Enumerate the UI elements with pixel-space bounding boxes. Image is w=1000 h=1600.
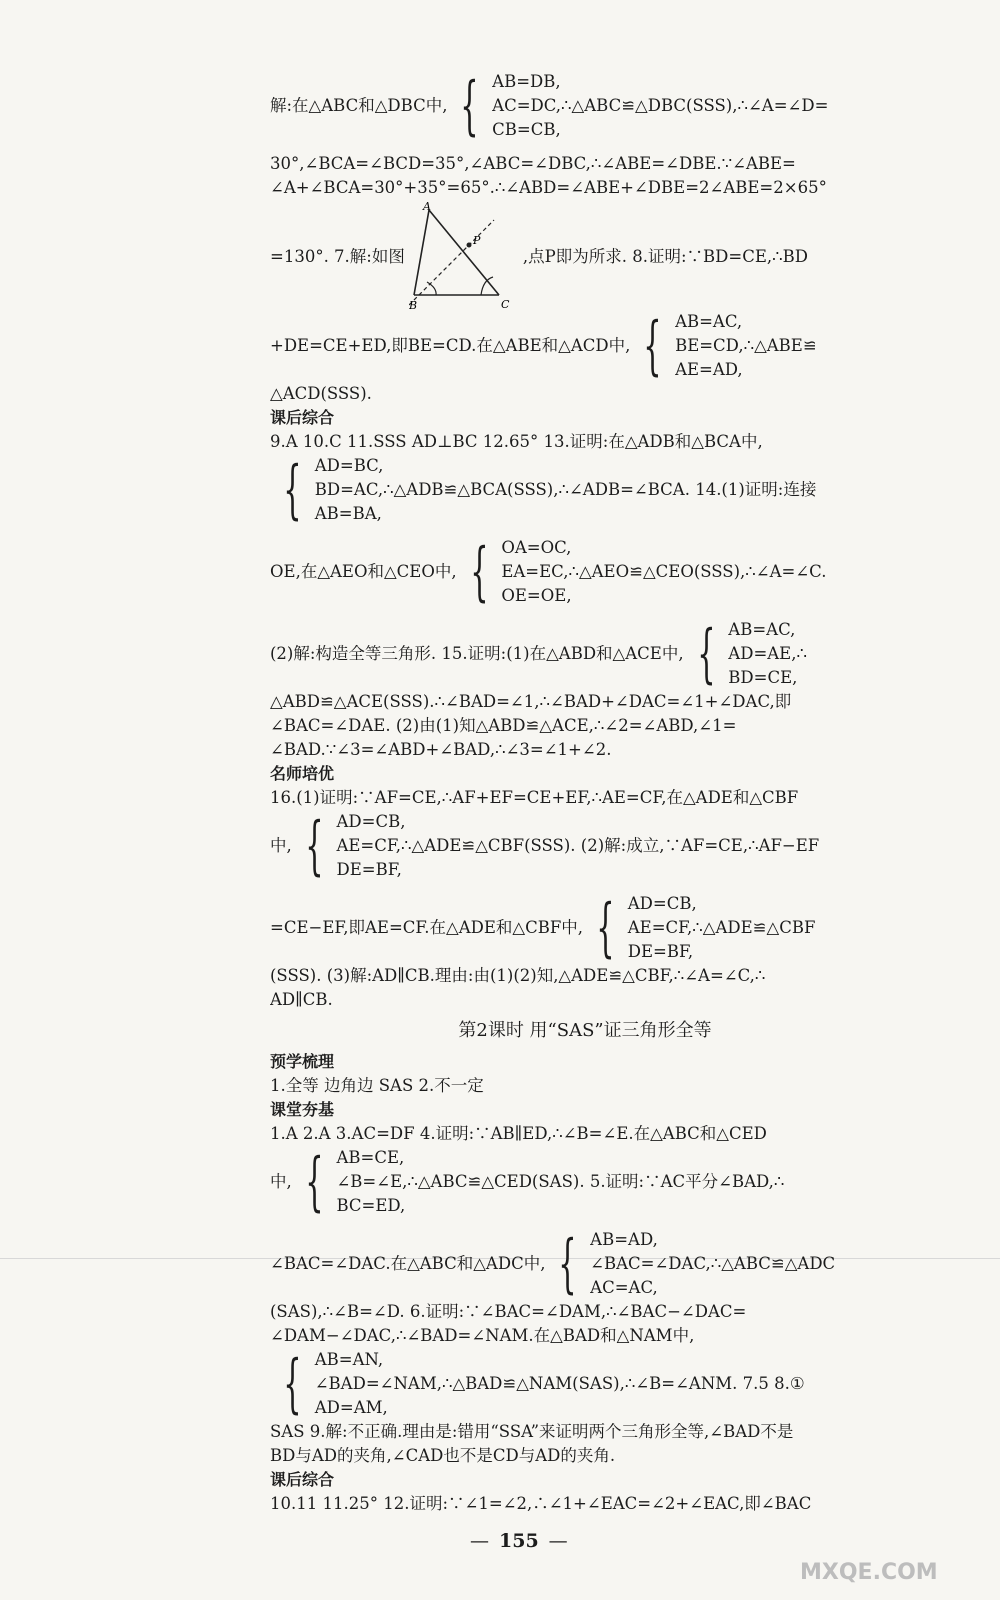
equation-row: AE=AD, (675, 360, 743, 379)
text-line: (SAS),∴∠B=∠D. 6.证明:∵∠BAC=∠DAM,∴∠BAC−∠DAC= (270, 1302, 747, 1321)
equation-row: BC=ED, (336, 1196, 406, 1215)
equation-row: BD=AC,∴△ADB≌△BCA(SSS),∴∠ADB=∠BCA. 14.(1)证明:连接 (314, 480, 817, 499)
equation-row: AC=AC, (590, 1278, 658, 1297)
equation-row: AB=BA, (314, 504, 382, 523)
equation-row: OA=OC, (501, 538, 572, 557)
text-line: 1.A 2.A 3.AC=DF 4.证明:∵AB∥ED,∴∠B=∠E.在△ABC和△CED (270, 1124, 767, 1143)
lesson-title: 第2课时 用“SAS”证三角形全等 (458, 1020, 712, 1041)
text-line: 30°,∠BCA=∠BCD=35°,∠ABC=∠DBC,∴∠ABE=∠DBE.∵∠ABE= (270, 154, 796, 173)
equation-rows (728, 618, 807, 690)
equation-row: AC=DC,∴△ABC≌△DBC(SSS),∴∠A=∠D= (492, 96, 829, 115)
figure-line (270, 200, 900, 310)
equation-row: AD=AM, (314, 1398, 388, 1417)
brace: { (460, 69, 479, 143)
equation-rows (675, 310, 817, 382)
line-text: 中, (270, 1172, 292, 1191)
equation-row: BE=CD,∴△ABE≌ (675, 336, 817, 355)
brace: { (283, 453, 302, 527)
system-line-3 (270, 454, 900, 526)
equation-row: ∠BAD=∠NAM,∴△BAD≌△NAM(SAS),∴∠B=∠ANM. 7.5 8.① (314, 1374, 805, 1393)
line-text: =CE−EF,即AE=CF.在△ADE和△CBF中, (270, 918, 584, 937)
line-text: =130°. 7.解:如图 (270, 247, 405, 266)
system-line-10 (270, 1348, 900, 1420)
text-line: ∠A+∠BCA=30°+35°=65°.∴∠ABD=∠ABE+∠DBE=2∠ABE=2×65° (270, 178, 827, 197)
brace: { (283, 1347, 302, 1421)
text-line: SAS 9.解:不正确.理由是:错用“SSA”来证明两个三角形全等,∠BAD不是 (270, 1422, 794, 1441)
equation-rows (336, 1146, 784, 1218)
vertex-label: C (500, 298, 510, 310)
text-line: 10.11 11.25° 12.证明:∵∠1=∠2,∴∠1+∠EAC=∠2+∠EAC,即∠BAC (270, 1494, 812, 1513)
text-line: 1.全等 边角边 SAS 2.不一定 (270, 1076, 484, 1095)
answer-page (270, 70, 900, 1516)
text-line: 9.A 10.C 11.SSS AD⊥BC 12.65° 13.证明:在△ADB和△BCA中, (270, 432, 763, 451)
section-heading: 预学梳理 (270, 1052, 335, 1071)
equation-rows (501, 536, 826, 608)
equation-row: ∠BAC=∠DAC,∴△ABC≌△ADC (590, 1254, 836, 1273)
equation-rows (628, 892, 816, 964)
brace: { (469, 535, 489, 609)
line-text: ,点P即为所求. 8.证明:∵BD=CE,∴BD (522, 247, 808, 266)
equation-row: ∠B=∠E,∴△ABC≌△CED(SAS). 5.证明:∵AC平分∠BAD,∴ (336, 1172, 785, 1191)
equation-rows (315, 454, 817, 526)
text-line: BD与AD的夹角,∠CAD也不是CD与AD的夹角. (270, 1446, 616, 1465)
line-text: OE,在△AEO和△CEO中, (270, 562, 457, 581)
equation-row: DE=BF, (627, 942, 694, 961)
system-line-1 (270, 70, 900, 142)
equation-row: AB=AC, (675, 312, 743, 331)
text-line: ∠BAC=∠DAE. (2)由(1)知△ABD≌△ACE,∴∠2=∠ABD,∠1= (270, 716, 737, 735)
line-text: (2)解:构造全等三角形. 15.证明:(1)在△ABD和△ACE中, (270, 644, 684, 663)
equation-row: CB=CB, (492, 120, 561, 139)
triangle-figure (409, 200, 519, 310)
equation-row: AD=CB, (336, 812, 406, 831)
brace: { (596, 891, 615, 965)
vertex-label: B (408, 299, 417, 310)
brace: { (696, 617, 716, 691)
watermark: MXQE.COM (800, 1560, 938, 1585)
system-line-4 (270, 536, 900, 608)
system-line-6 (270, 810, 900, 882)
dash: — (470, 1530, 489, 1552)
brace: { (558, 1227, 577, 1301)
text-line: 16.(1)证明:∵AF=CE,∴AF+EF=CE+EF,∴AE=CF,在△ADE和△CBF (270, 788, 799, 807)
brace: { (643, 309, 662, 383)
equation-row: DE=BF, (336, 860, 402, 879)
page-number-value: 155 (499, 1530, 539, 1552)
equation-row: AD=AE,∴ (728, 644, 807, 663)
equation-row: AB=AC, (728, 620, 796, 639)
line-text: ∠BAC=∠DAC.在△ABC和△ADC中, (270, 1254, 546, 1273)
line-text: 中, (270, 836, 292, 855)
section-heading: 课后综合 (270, 408, 335, 427)
system-line-2 (270, 310, 900, 382)
system-line-8 (270, 1146, 900, 1218)
equation-row: AB=CE, (336, 1148, 405, 1167)
equation-row: AD=BC, (314, 456, 384, 475)
text-line: (SSS). (3)解:AD∥CB.理由:由(1)(2)知,△ADE≌△CBF,∴∠A=∠C,∴ (270, 966, 766, 985)
page-number (460, 1530, 578, 1552)
text-line: ∠DAM−∠DAC,∴∠BAD=∠NAM.在△BAD和△NAM中, (270, 1326, 695, 1345)
equation-row: AE=CF,∴△ADE≌△CBF (627, 918, 816, 937)
equation-rows (336, 810, 819, 882)
text-line: ∠BAD.∵∠3=∠ABD+∠BAD,∴∠3=∠1+∠2. (270, 740, 612, 759)
dash: — (548, 1530, 568, 1552)
system-line-7 (270, 892, 900, 964)
section-heading: 课后综合 (270, 1470, 335, 1489)
text-line: AD∥CB. (270, 990, 333, 1009)
equation-row: BD=CE, (728, 668, 798, 687)
text-line: △ABD≌△ACE(SSS).∴∠BAD=∠1,∴∠BAD+∠DAC=∠1+∠DAC,即 (270, 692, 792, 711)
equation-row: AE=CF,∴△ADE≌△CBF(SSS). (2)解:成立,∵AF=CE,∴AF−EF (336, 836, 820, 855)
system-line-5 (270, 618, 900, 690)
equation-row: AB=AN, (314, 1350, 384, 1369)
text-line: △ACD(SSS). (270, 384, 372, 403)
point-label: P (472, 234, 481, 247)
equation-row: AD=CB, (627, 894, 697, 913)
line-text: 解:在△ABC和△DBC中, (270, 96, 448, 115)
equation-row: EA=EC,∴△AEO≌△CEO(SSS),∴∠A=∠C. (501, 562, 827, 581)
equation-row: AB=DB, (492, 72, 561, 91)
section-heading: 名师培优 (270, 764, 335, 783)
section-heading: 课堂夯基 (270, 1100, 335, 1119)
equation-row: OE=OE, (501, 586, 572, 605)
equation-rows (315, 1348, 805, 1420)
brace: { (304, 1145, 324, 1219)
line-text: +DE=CE+ED,即BE=CD.在△ABE和△ACD中, (270, 336, 631, 355)
brace: { (304, 809, 324, 883)
equation-row: AB=AD, (590, 1230, 658, 1249)
equation-rows (590, 1228, 835, 1300)
system-line-9 (270, 1228, 900, 1300)
equation-rows (492, 70, 828, 142)
vertex-label: A (422, 200, 431, 213)
